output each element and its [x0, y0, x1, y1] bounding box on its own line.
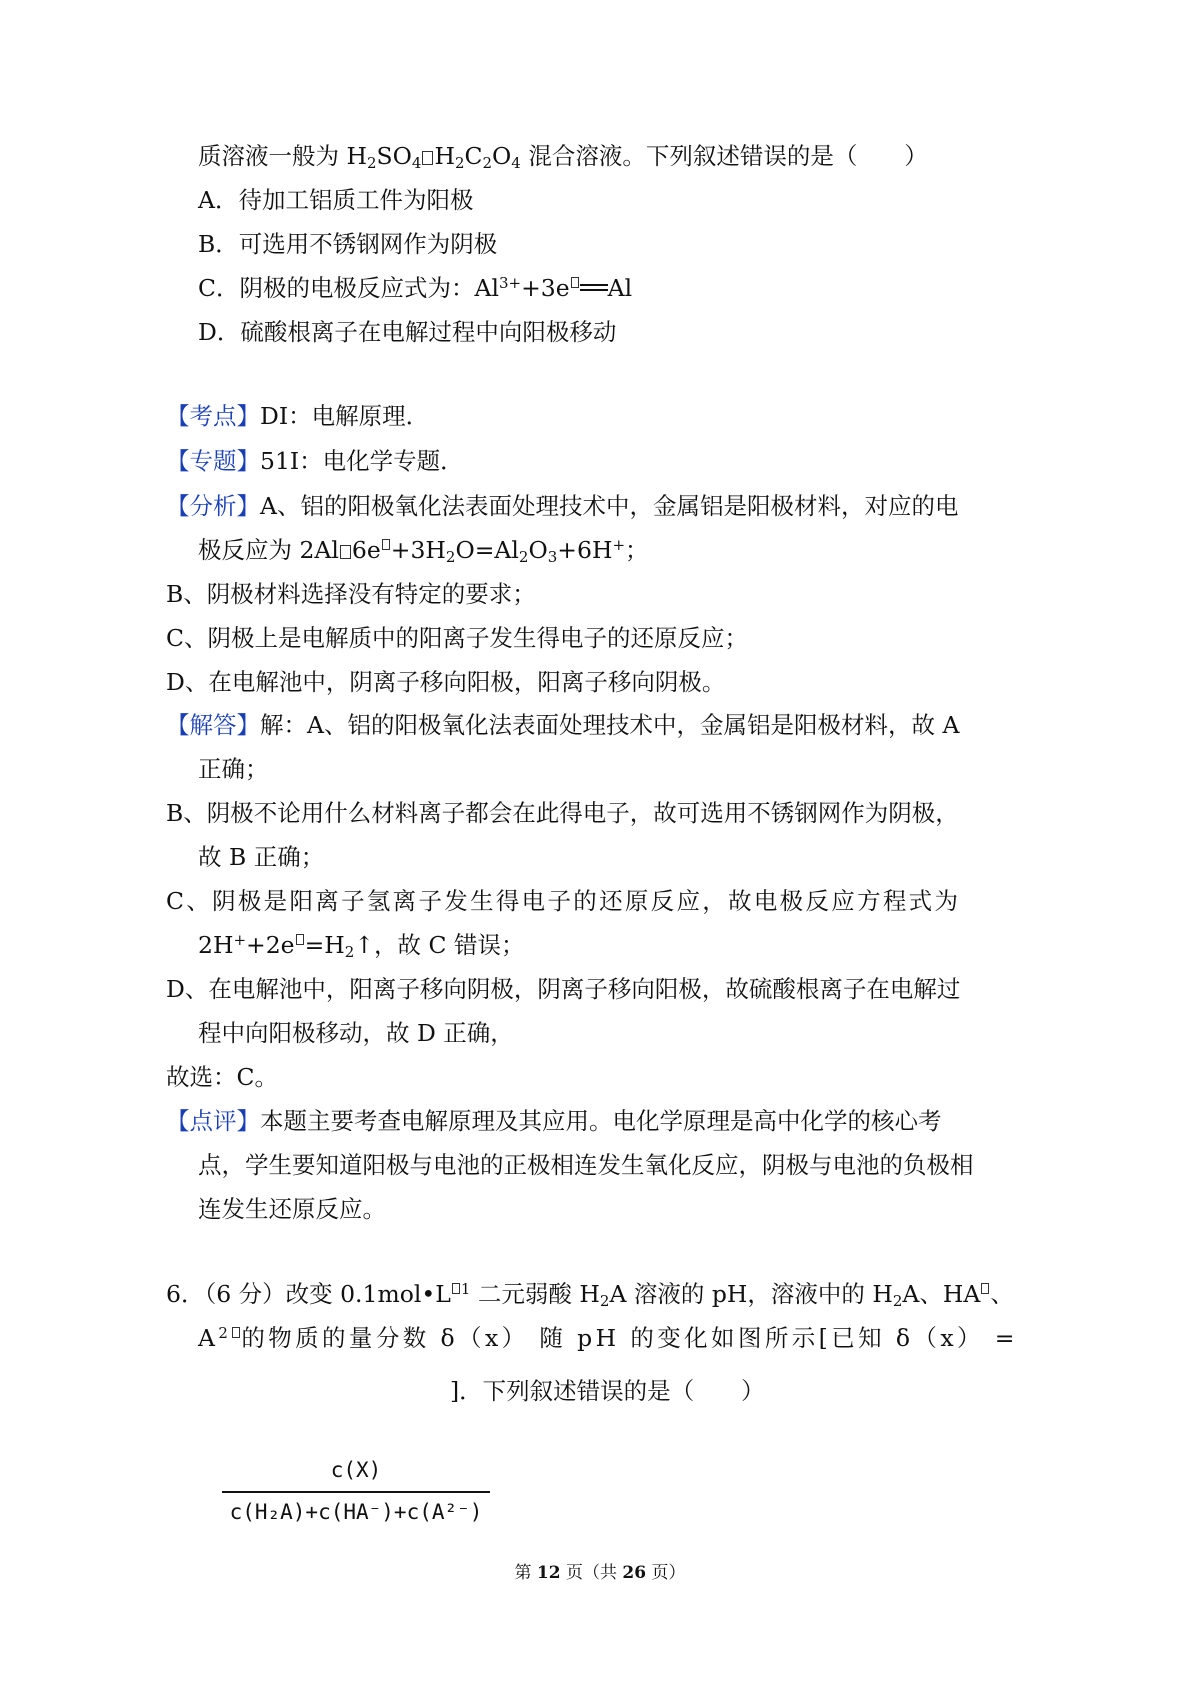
dianping-line-3: 连发生还原反应。: [198, 1195, 386, 1223]
q5-stem-tail: 质溶液一般为 $H_2SO_4$ $H_2C_2O_4$ 混合溶液。下列叙述错误的是（ ）: [198, 142, 928, 172]
zhuanti-line: 【专题】51I：电化学专题．: [166, 447, 464, 475]
dianping-line-2: 点，学生要知道阳极与电池的正极相连发生氧化反应，阴极与电池的负极相: [198, 1151, 974, 1179]
fraction-bar: [222, 1491, 490, 1493]
jieda-b-2: 故 B 正确；: [198, 843, 325, 871]
missing-glyph-box: [422, 151, 433, 165]
q6-line-3: ]．下列叙述错误的是（ ）: [450, 1377, 765, 1405]
fraction-numerator: c(X): [330, 1458, 382, 1482]
jieda-d-1: D、在电解池中，阳离子移向阴极，阴离子移向阳极，故硫酸根离子在电解过: [166, 975, 961, 1003]
missing-glyph-box: [452, 1283, 460, 1294]
jieda-c-1: C、阴极是阳离子氢离子发生得电子的还原反应，故电极反应方程式为: [166, 887, 961, 915]
q6-line-2: $A^2$ 的物质的量分数 δ（x） 随 pH 的变化如图所示[已知 δ（x） =: [198, 1324, 1018, 1352]
jieda-tag: 【解答】: [166, 711, 260, 739]
fenxi-line-2: 极反应为 2Al $6e +3H_2O=Al_2O_3+6H^+$；: [198, 536, 649, 566]
missing-glyph-box: [232, 1327, 240, 1338]
jieda-b-1: B、阴极不论用什么材料离子都会在此得电子，故可选用不锈钢网作为阴极，: [166, 799, 959, 827]
jieda-line-2: 正确；: [198, 755, 269, 783]
fenxi-c: C、阴极上是电解质中的阳离子发生得电子的还原反应；: [166, 624, 748, 652]
fenxi-tag: 【分析】: [166, 492, 260, 520]
delta-fraction: [222, 1458, 490, 1544]
fenxi-b: B、阴极材料选择没有特定的要求；: [166, 580, 536, 608]
kaodian-line: 【考点】DI：电解原理．: [166, 402, 430, 430]
fenxi-line-1: 【分析】A、铝的阳极氧化法表面处理技术中，金属铝是阳极材料，对应的电: [166, 492, 959, 520]
page-total: 26: [622, 1563, 647, 1583]
page-footer: 第 12 页（共 26 页）: [514, 1563, 686, 1583]
jieda-d-2: 程中向阳极移动，故 D 正确，: [198, 1019, 514, 1047]
fenxi-d: D、在电解池中，阴离子移向阳极，阳离子移向阴极。: [166, 668, 726, 696]
missing-glyph-box: [981, 1283, 989, 1294]
jieda-c-2: $2H^++2e =H_2↑$，故 C 错误；: [198, 931, 525, 961]
page-number: 12: [536, 1563, 561, 1583]
q5-option-d: D．硫酸根离子在电解过程中向阳极移动: [198, 318, 617, 346]
guxuan-line: 故选：C。: [166, 1063, 278, 1091]
dianping-tag: 【点评】: [166, 1107, 260, 1135]
q5-option-b: B．可选用不锈钢网作为阴极: [198, 230, 498, 258]
fraction-denominator: c(H₂A)+c(HA⁻)+c(A²⁻): [229, 1500, 483, 1524]
dianping-line-1: 【点评】本题主要考查电解原理及其应用。电化学原理是高中化学的核心考: [166, 1107, 942, 1135]
missing-glyph-box: [296, 934, 304, 945]
q5-option-a: A．待加工铝质工件为阳极: [198, 186, 474, 214]
missing-glyph-box: [382, 539, 390, 550]
zhuanti-tag: 【专题】: [166, 447, 260, 475]
q5-option-c: C．阴极的电极反应式为：$Al^{3+}+3e$ Al: [198, 274, 633, 302]
equals-bar: [580, 283, 608, 293]
missing-glyph-box: [571, 277, 579, 288]
missing-glyph-box: [340, 545, 351, 559]
q6-line-1: 6．（6 分）改变 0.1mol•L $^1$ 二元弱酸 $H_2A$ 溶液的 pH，溶液中的 $H_2A$、HA 、: [166, 1280, 1014, 1310]
jieda-line-1: 【解答】解：A、铝的阳极氧化法表面处理技术中，金属铝是阳极材料，故 A: [166, 711, 960, 739]
kaodian-tag: 【考点】: [166, 402, 260, 430]
